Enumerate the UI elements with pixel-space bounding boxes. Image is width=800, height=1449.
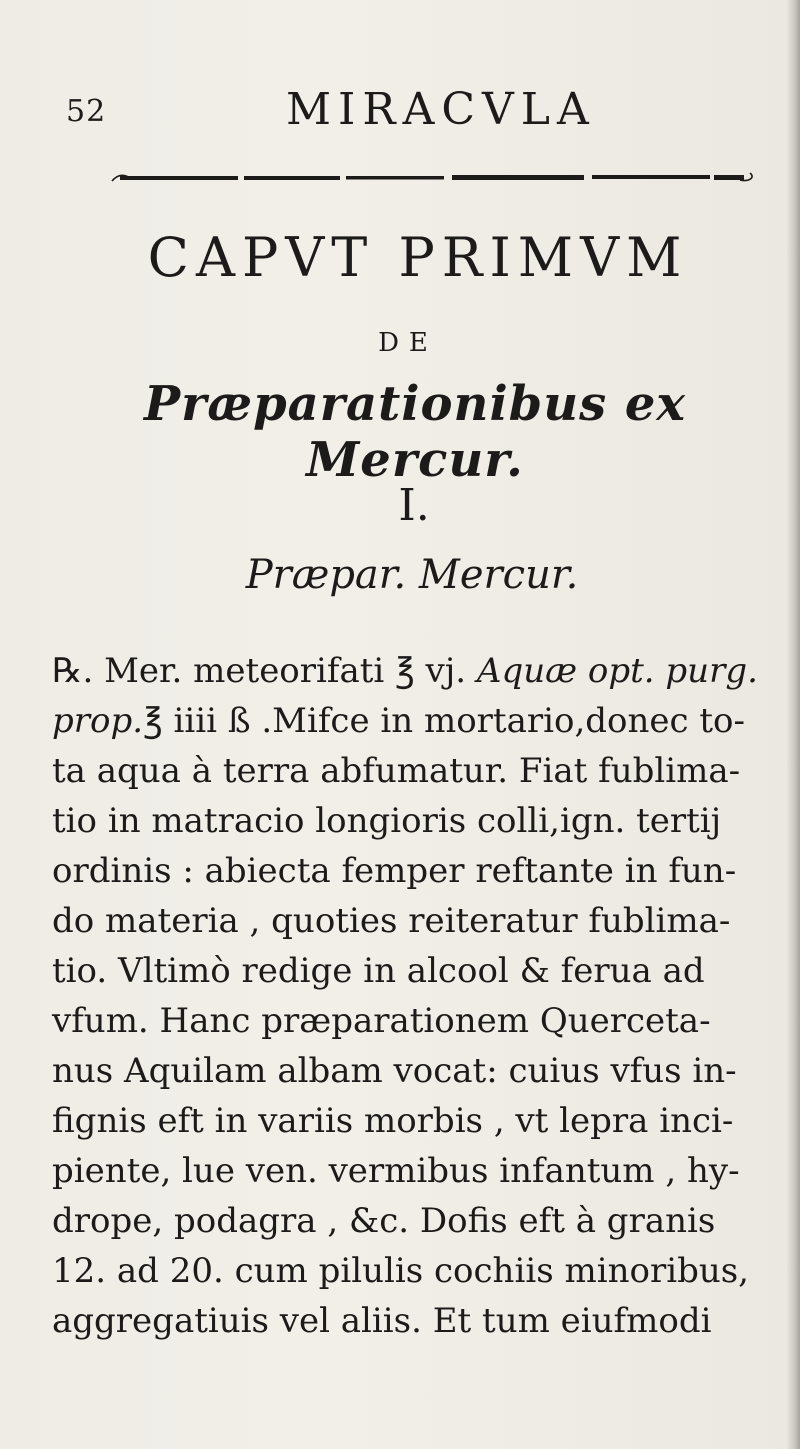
chapter-title: CAPVT PRIMVM — [147, 226, 689, 289]
text-line: do materia , quoties reiteratur fublima- — [52, 901, 731, 941]
italic-phrase: prop. — [52, 701, 144, 741]
text-line-segment: ℥ iiii ß .Mifce in mortario,donec to- — [143, 701, 745, 741]
recipe-title: Præpar. Mercur. — [245, 552, 579, 598]
text-line: aggregatiuis vel aliis. Et tum eiufmodi — [52, 1301, 712, 1341]
text-line: drope, podagra , &c. Dofis eft à granis — [52, 1201, 716, 1241]
text-line: ordinis : abiecta femper reftante in fun- — [52, 851, 737, 891]
text-line: tio. Vltimò redige in alcool & ferua ad — [52, 951, 705, 991]
text-line — [52, 696, 797, 746]
text-line: piente, lue ven. vermibus infantum , hy- — [52, 1151, 740, 1191]
page-number: 52 — [66, 94, 107, 129]
de-line: DE — [378, 328, 438, 358]
section-numeral: I. — [398, 480, 430, 531]
recipe-body-text — [52, 646, 797, 1346]
text-line: 12. ad 20. cum pilulis cochiis minoribus, — [52, 1251, 749, 1291]
text-line-segment: ℞. Mer. meteorifati ℥ vj. — [52, 651, 477, 691]
text-line: ta aqua à terra abfumatur. Fiat fublima- — [52, 751, 741, 791]
italic-phrase: Aquæ opt. purg. — [476, 651, 758, 691]
ornament-rule — [110, 170, 760, 184]
page-header — [60, 84, 760, 134]
text-line: tio in matracio longioris colli,ign. tertij — [52, 801, 722, 841]
chapter-subject: Præparationibus ex Mercur. — [143, 376, 687, 488]
text-line: fignis eft in variis morbis , vt lepra inci- — [52, 1101, 734, 1141]
text-line: vfum. Hanc præparationem Querceta- — [52, 1001, 711, 1041]
text-line — [52, 646, 797, 696]
page-edge-shadow — [786, 0, 800, 1449]
text-line: nus Aquilam albam vocat: cuius vfus in- — [52, 1051, 737, 1091]
running-title: MIRACVLA — [286, 84, 596, 135]
